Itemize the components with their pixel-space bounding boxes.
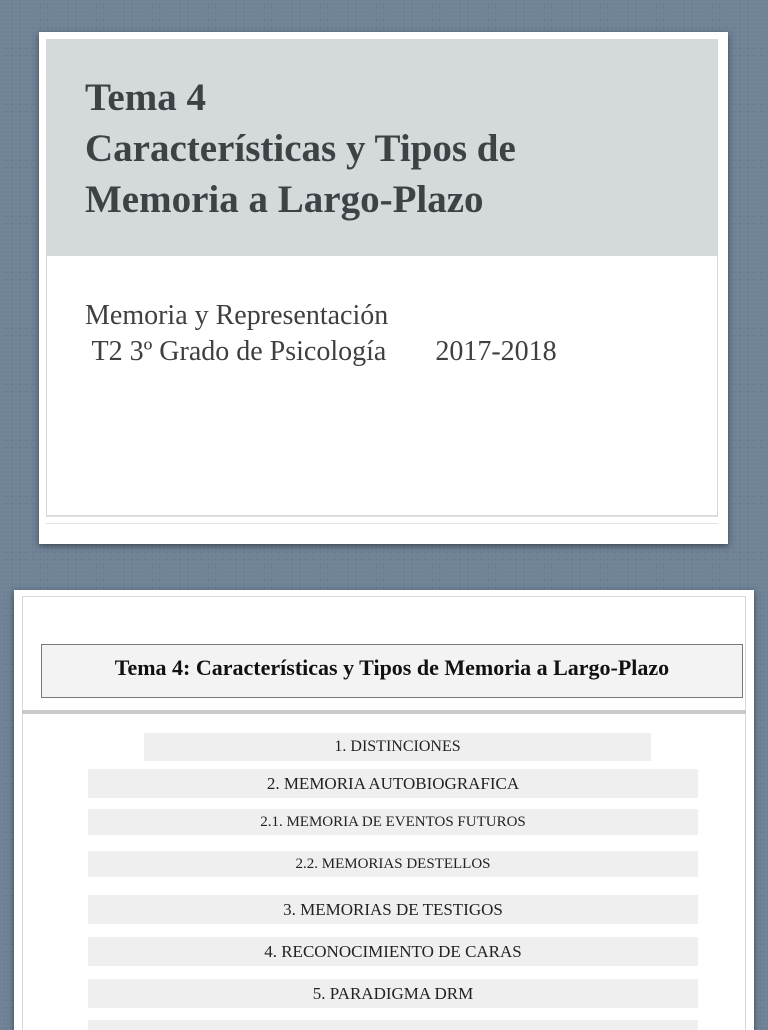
contents-item-1: 1. DISTINCIONES	[144, 733, 651, 761]
slide-title	[85, 72, 697, 225]
title-slide-header	[47, 40, 717, 256]
slide-footer-rule	[46, 516, 718, 524]
contents-item-2-2: 2.2. MEMORIAS DESTELLOS	[88, 851, 698, 877]
slide-title-line-1: Tema 4	[85, 76, 206, 119]
contents-item-3: 3. MEMORIAS DE TESTIGOS	[88, 895, 698, 924]
slide-subtitle-line-1: Memoria y Representación	[85, 300, 389, 331]
slide-title-line-2: Características y Tipos de	[85, 127, 516, 170]
slide-title-line-3: Memoria a Largo-Plazo	[85, 178, 484, 221]
slide-subtitle-line-2: T2 3º Grado de Psicología 2017-2018	[85, 336, 557, 367]
contents-item-6-partial	[88, 1020, 698, 1030]
contents-item-4: 4. RECONOCIMIENTO DE CARAS	[88, 937, 698, 966]
title-slide-frame	[46, 39, 718, 516]
title-slide	[39, 32, 728, 544]
contents-separator	[22, 710, 746, 714]
contents-slide	[14, 590, 754, 1030]
contents-item-2-1: 2.1. MEMORIA DE EVENTOS FUTUROS	[88, 809, 698, 835]
slide-subtitle	[85, 298, 557, 370]
contents-item-2: 2. MEMORIA AUTOBIOGRAFICA	[88, 769, 698, 798]
contents-item-5: 5. PARADIGMA DRM	[88, 979, 698, 1008]
contents-title: Tema 4: Características y Tipos de Memoria a Largo-Plazo	[41, 644, 743, 698]
